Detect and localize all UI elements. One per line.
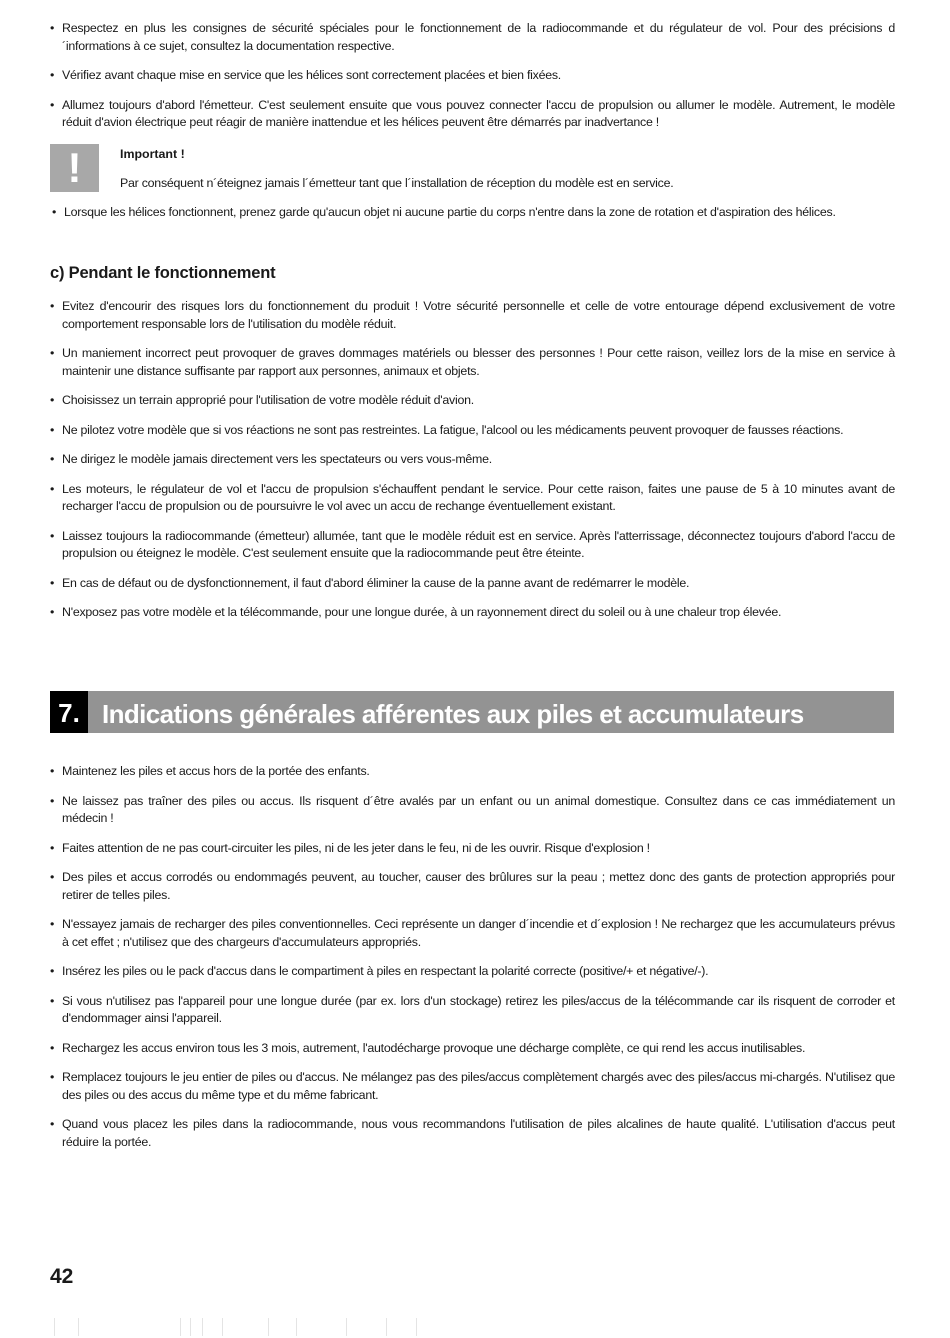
list-item: • Vérifiez avant chaque mise en service que les hélices sont correctement placées et bien fixées. bbox=[50, 67, 895, 85]
list-item: • Si vous n'utilisez pas l'appareil pour une longue durée (par ex. lors d'un stockage) retirez les piles/accus de la télécommande car ils risquent de corroder et d'endommager ainsi l'appareil. bbox=[50, 993, 895, 1028]
list-item: • En cas de défaut ou de dysfonctionnement, il faut d'abord éliminer la cause de la panne avant de redémarrer le modèle. bbox=[50, 575, 895, 593]
exclamation-glyph: ! bbox=[67, 144, 82, 191]
list-item: • N'exposez pas votre modèle et la télécommande, pour une longue durée, à un rayonnement direct du soleil ou à une chaleur trop élevée. bbox=[50, 604, 895, 622]
list-item: • Remplacez toujours le jeu entier de piles ou d'accus. Ne mélangez pas des piles/accus complètement chargés avec des piles/accus mi-chargés. N'utilisez que des piles ou des accus du même type et du même fabricant. bbox=[50, 1069, 895, 1104]
footer-registration-marks bbox=[50, 1318, 450, 1336]
list-item: • Insérez les piles ou le pack d'accus dans le compartiment à piles en respectant la polarité correcte (positive/+ et négative/-). bbox=[50, 963, 895, 981]
list-item: • Un maniement incorrect peut provoquer de graves dommages matériels ou blesser des personnes ! Pour cette raison, veillez lors de la mise en service à maintenir une distance suffisante par rapport aux personnes, animaux et objets. bbox=[50, 345, 895, 380]
list-item: • Evitez d'encourir des risques lors du fonctionnement du produit ! Votre sécurité personnelle et celle de votre entourage dépend exclusivement de votre comportement responsable lors de l'utilisation du modèle réduit. bbox=[50, 298, 895, 333]
safety-bullet-list-top bbox=[50, 20, 895, 144]
list-item: • Lorsque les hélices fonctionnent, prenez garde qu'aucun objet ni aucune partie du corps n'entre dans la zone de rotation et d'aspiration des hélices. bbox=[52, 204, 897, 222]
subsection-heading: c) Pendant le fonctionnement bbox=[50, 264, 276, 282]
warning-icon bbox=[50, 144, 99, 192]
list-item: • Laissez toujours la radiocommande (émetteur) allumée, tant que le modèle réduit est en service. Après l'atterrissage, déconnectez toujours d'abord l'accu de propulsion ou éteignez le modèle. C'est seulement ensuite que la radiocommande peut être éteinte. bbox=[50, 528, 895, 563]
list-item: • Allumez toujours d'abord l'émetteur. C'est seulement ensuite que vous pouvez connecter l'accu de propulsion ou allumer le modèle. Autrement, le modèle réduit d'avion électrique peut réagir de manière inattendue et les hélices peuvent être démarrés par inadvertance ! bbox=[50, 97, 895, 132]
list-item: • Ne pilotez votre modèle que si vos réactions ne sont pas restreintes. La fatigue, l'alcool ou les médicaments peuvent provoquer de fausses réactions. bbox=[50, 422, 895, 440]
list-item: • Maintenez les piles et accus hors de la portée des enfants. bbox=[50, 763, 895, 781]
list-item: • Choisissez un terrain approprié pour l'utilisation de votre modèle réduit d'avion. bbox=[50, 392, 895, 410]
important-notice bbox=[50, 144, 895, 194]
safety-bullet-list-after-notice bbox=[52, 204, 897, 234]
list-item: • Les moteurs, le régulateur de vol et l'accu de propulsion s'échauffent pendant le service. Pour cette raison, faites une pause de 5 à 10 minutes avant de recharger l'accu de propulsion ou de poursuivre le vol avec un accu de rechange éventuellement existant. bbox=[50, 481, 895, 516]
list-item: • N'essayez jamais de recharger des piles conventionnelles. Ceci représente un danger d´incendie et d´explosion ! Ne rechargez que les accumulateurs prévus à cet effet ; n'utilisez que des chargeurs d'accumulateurs appropriés. bbox=[50, 916, 895, 951]
list-item: • Ne laissez pas traîner des piles ou accus. Ils risquent d´être avalés par un enfant ou un animal domestique. Consultez dans ce cas immédiatement un médecin ! bbox=[50, 793, 895, 828]
important-title: Important ! bbox=[120, 147, 185, 161]
list-item: • Respectez en plus les consignes de sécurité spéciales pour le fonctionnement de la radiocommande et du régulateur de vol. Pour des précisions d´informations à ce sujet, consultez la documentation respective. bbox=[50, 20, 895, 55]
important-text: Par conséquent n´éteignez jamais l´émetteur tant que l´installation de réception du modèle est en service. bbox=[120, 176, 674, 190]
list-item: • Quand vous placez les piles dans la radiocommande, nous vous recommandons l'utilisation de piles alcalines de haute qualité. L'utilisation d'accus peut réduire la portée. bbox=[50, 1116, 895, 1151]
list-item: • Rechargez les accus environ tous les 3 mois, autrement, l'autodécharge provoque une décharge complète, ce qui rend les accus inutilisables. bbox=[50, 1040, 895, 1058]
operation-bullet-list bbox=[50, 298, 895, 634]
list-item: • Faites attention de ne pas court-circuiter les piles, ni de les jeter dans le feu, ni de les ouvrir. Risque d'explosion ! bbox=[50, 840, 895, 858]
list-item: • Des piles et accus corrodés ou endommagés peuvent, au toucher, causer des brûlures sur la peau ; mettez donc des gants de protection appropriés pour retirer de telles piles. bbox=[50, 869, 895, 904]
battery-bullet-list bbox=[50, 763, 895, 1163]
page-number: 42 bbox=[50, 1265, 74, 1288]
section-heading-bar bbox=[50, 691, 894, 733]
section-title: Indications générales afférentes aux piles et accumulateurs bbox=[102, 699, 804, 729]
section-number: 7. bbox=[50, 691, 88, 733]
list-item: • Ne dirigez le modèle jamais directement vers les spectateurs ou vers vous-même. bbox=[50, 451, 895, 469]
